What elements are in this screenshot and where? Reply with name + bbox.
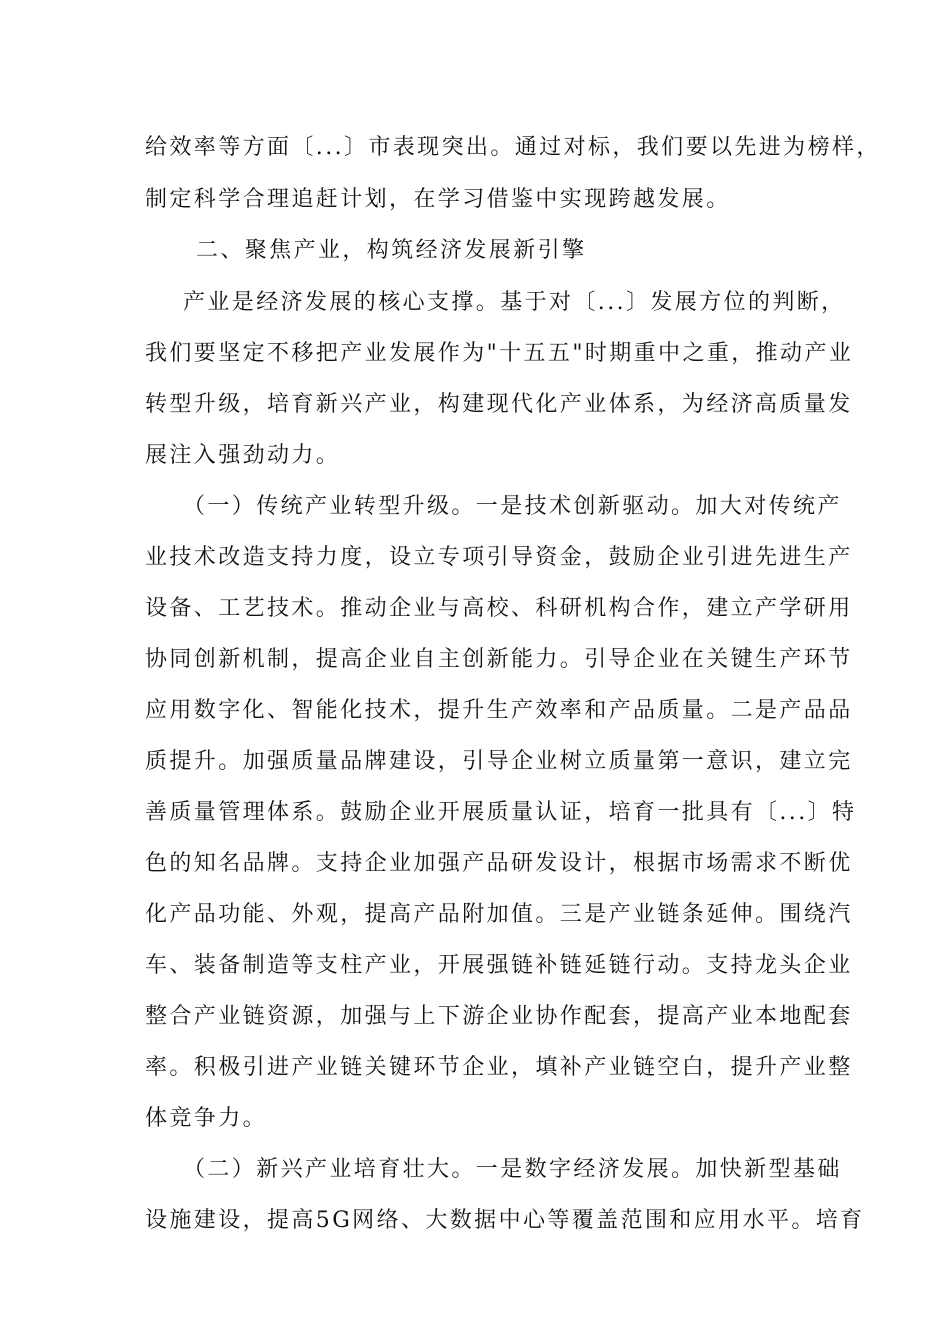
text-line: 应用数字化、智能化技术，提升生产效率和产品质量。二是产品品 — [145, 698, 853, 723]
text-line: 制定科学合理追赶计划，在学习借鉴中实现跨越发展。 — [145, 187, 731, 212]
text-line: 给效率等方面〔...〕市表现突出。通过对标，我们要以先进为榜样， — [145, 135, 881, 160]
text-line: 我们要坚定不移把产业发展作为"十五五"时期重中之重，推动产业 — [145, 341, 854, 366]
text-line: 化产品功能、外观，提高产品附加值。三是产业链条延伸。围绕汽 — [145, 902, 853, 927]
text-line: 业技术改造支持力度，设立专项引导资金，鼓励企业引进先进生产 — [145, 545, 853, 570]
section-heading: 二、聚焦产业，构筑经济发展新引擎 — [196, 238, 587, 263]
text-line: 整合产业链资源，加强与上下游企业协作配套，提高产业本地配套 — [145, 1004, 853, 1029]
text-line: 协同创新机制，提高企业自主创新能力。引导企业在关键生产环节 — [145, 647, 853, 672]
text-line: 车、装备制造等支柱产业，开展强链补链延链行动。支持龙头企业 — [145, 953, 853, 978]
text-line: （一）传统产业转型升级。一是技术创新驱动。加大对传统产 — [183, 494, 842, 519]
text-line: （二）新兴产业培育壮大。一是数字经济发展。加快新型基础 — [183, 1157, 842, 1182]
text-line: 率。积极引进产业链关键环节企业，填补产业链空白，提升产业整 — [145, 1055, 853, 1080]
text-line: 善质量管理体系。鼓励企业开展质量认证，培育一批具有〔...〕特 — [145, 800, 857, 825]
text-line: 设备、工艺技术。推动企业与高校、科研机构合作，建立产学研用 — [145, 596, 853, 621]
text-line: 质提升。加强质量品牌建设，引导企业树立质量第一意识，建立完 — [145, 749, 853, 774]
text-line: 产业是经济发展的核心支撑。基于对〔...〕发展方位的判断， — [183, 290, 846, 315]
text-line: 转型升级，培育新兴产业，构建现代化产业体系，为经济高质量发 — [145, 392, 853, 417]
text-line: 体竞争力。 — [145, 1106, 268, 1131]
text-line: 设施建设，提高5G网络、大数据中心等覆盖范围和应用水平。培育 — [145, 1208, 865, 1233]
text-line: 展注入强劲动力。 — [145, 443, 341, 468]
text-line: 色的知名品牌。支持企业加强产品研发设计，根据市场需求不断优 — [145, 851, 853, 876]
